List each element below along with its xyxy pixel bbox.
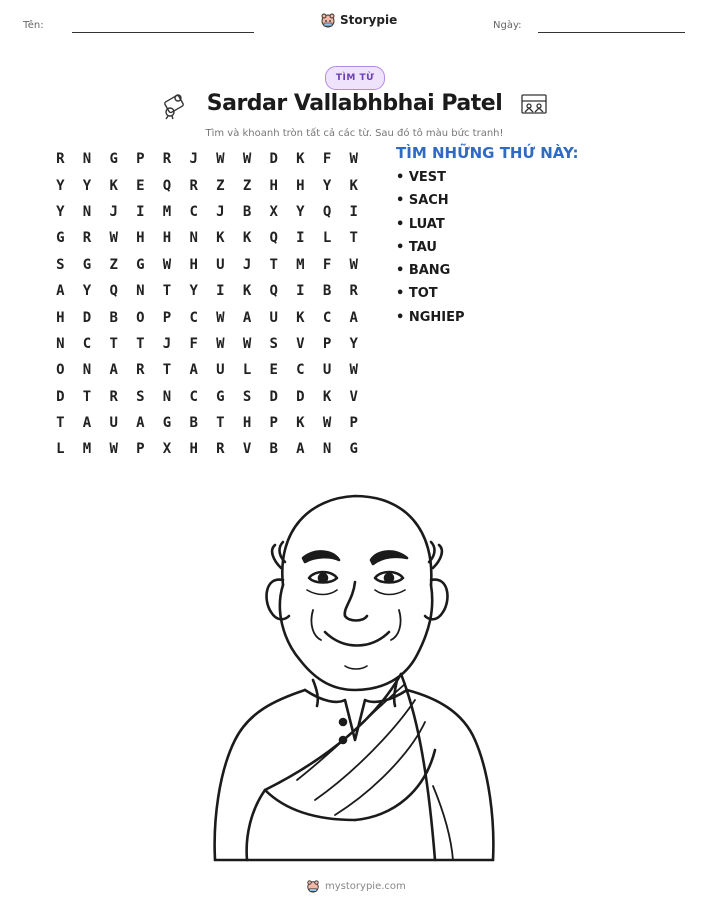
grid-letter: Q — [162, 177, 172, 194]
footer — [306, 879, 406, 893]
grid-letter: E — [269, 362, 278, 379]
grid-letter: H — [136, 230, 145, 247]
grid-letter: H — [56, 309, 65, 326]
grid-letter: K — [349, 177, 358, 194]
grid-letter: A — [242, 309, 252, 326]
grid-letter: R — [216, 441, 225, 458]
word-list-item: • TAU — [396, 239, 437, 255]
grid-letter: B — [322, 283, 332, 300]
portrait-illustration — [205, 490, 505, 865]
grid-letter: D — [269, 151, 278, 168]
grid-letter: I — [216, 283, 225, 300]
grid-row — [47, 357, 367, 383]
grid-letter: I — [349, 203, 358, 220]
grid-letter: H — [242, 415, 252, 432]
grid-letter: Y — [296, 203, 305, 220]
grid-letter: W — [216, 335, 225, 352]
grid-letter: W — [242, 151, 252, 168]
grid-letter: A — [136, 415, 145, 432]
grid-letter: J — [109, 203, 118, 220]
date-label: Ngày: — [493, 20, 522, 31]
grid-letter: G — [56, 230, 65, 247]
grid-letter: Q — [109, 283, 118, 300]
grid-letter: W — [322, 415, 332, 432]
grid-letter: K — [296, 151, 305, 168]
grid-letter: K — [296, 415, 305, 432]
storypie-logo-icon — [306, 879, 320, 893]
word-list-item: • NGHIEP — [396, 309, 465, 325]
grid-letter: B — [109, 309, 118, 326]
word-search-badge: TÌM TỪ — [325, 66, 385, 90]
grid-letter: P — [136, 441, 145, 458]
grid-letter: T — [162, 283, 172, 300]
grid-letter: L — [322, 230, 332, 247]
grid-letter: Y — [56, 203, 65, 220]
grid-letter: B — [189, 415, 198, 432]
grid-row — [47, 278, 367, 304]
word-list-item: • SACH — [396, 193, 449, 209]
grid-letter: R — [349, 283, 358, 300]
classroom-icon — [520, 92, 548, 118]
grid-letter: N — [56, 335, 65, 352]
grid-letter: K — [322, 388, 332, 405]
grid-letter: A — [109, 362, 118, 379]
footer-url: mystorypie.com — [325, 880, 406, 892]
grid-letter: J — [242, 256, 252, 273]
grid-letter: N — [82, 362, 92, 379]
grid-row — [47, 172, 367, 198]
grid-letter: M — [82, 441, 92, 458]
grid-letter: W — [349, 151, 358, 168]
grid-letter: X — [269, 203, 278, 220]
grid-letter: Q — [269, 283, 278, 300]
grid-letter: W — [349, 256, 358, 273]
grid-letter: U — [322, 362, 332, 379]
grid-letter: N — [136, 283, 145, 300]
grid-letter: Y — [82, 283, 92, 300]
grid-letter: T — [216, 415, 225, 432]
grid-letter: G — [162, 415, 172, 432]
word-list-item: • LUAT — [396, 216, 445, 232]
grid-letter: V — [242, 441, 252, 458]
grid-row — [47, 384, 367, 410]
grid-letter: C — [189, 388, 198, 405]
grid-letter: C — [82, 335, 92, 352]
grid-letter: R — [82, 230, 92, 247]
grid-letter: N — [322, 441, 332, 458]
grid-letter: R — [189, 177, 198, 194]
grid-letter: C — [322, 309, 332, 326]
grid-letter: Y — [322, 177, 332, 194]
grid-letter: I — [296, 230, 305, 247]
date-line — [538, 32, 685, 33]
grid-letter: N — [189, 230, 198, 247]
grid-letter: I — [296, 283, 305, 300]
grid-letter: M — [296, 256, 305, 273]
grid-row — [47, 225, 367, 251]
grid-letter: S — [136, 388, 145, 405]
grid-letter: T — [162, 362, 172, 379]
grid-letter: G — [82, 256, 92, 273]
grid-letter: W — [349, 362, 358, 379]
grid-letter: L — [56, 441, 65, 458]
grid-letter: R — [162, 151, 172, 168]
grid-letter: W — [216, 151, 225, 168]
grid-letter: Y — [56, 177, 65, 194]
grid-letter: F — [322, 151, 332, 168]
grid-letter: W — [242, 335, 252, 352]
grid-letter: K — [216, 230, 225, 247]
grid-letter: Z — [109, 256, 118, 273]
grid-letter: R — [136, 362, 145, 379]
grid-letter: H — [162, 230, 172, 247]
grid-letter: E — [136, 177, 145, 194]
grid-letter: P — [269, 415, 278, 432]
grid-letter: A — [82, 415, 92, 432]
grid-letter: U — [269, 309, 278, 326]
grid-letter: X — [162, 441, 172, 458]
grid-letter: F — [189, 335, 198, 352]
grid-letter: K — [296, 309, 305, 326]
page-title: Sardar Vallabhbhai Patel — [206, 91, 503, 116]
grid-letter: G — [136, 256, 145, 273]
grid-letter: J — [189, 151, 198, 168]
grid-letter: K — [109, 177, 118, 194]
grid-letter: W — [162, 256, 172, 273]
grid-letter: P — [136, 151, 145, 168]
grid-row — [47, 304, 367, 330]
grid-letter: W — [109, 441, 118, 458]
grid-letter: C — [189, 203, 198, 220]
grid-letter: S — [56, 256, 65, 273]
grid-letter: B — [269, 441, 278, 458]
grid-letter: G — [349, 441, 358, 458]
grid-letter: Y — [189, 283, 198, 300]
grid-letter: N — [82, 203, 92, 220]
grid-letter: A — [296, 441, 305, 458]
grid-letter: M — [162, 203, 172, 220]
grid-letter: V — [349, 388, 358, 405]
word-list-heading: TÌM NHỮNG THỨ NÀY: — [396, 144, 579, 162]
grid-row — [47, 146, 367, 172]
grid-letter: D — [296, 388, 305, 405]
grid-letter: O — [136, 309, 145, 326]
grid-letter: A — [189, 362, 198, 379]
grid-letter: J — [216, 203, 225, 220]
grid-letter: K — [242, 283, 252, 300]
grid-letter: K — [242, 230, 252, 247]
grid-letter: R — [109, 388, 118, 405]
grid-letter: H — [296, 177, 305, 194]
grid-letter: T — [349, 230, 358, 247]
grid-letter: J — [162, 335, 172, 352]
word-list-item: • BANG — [396, 263, 451, 279]
letter-grid — [47, 146, 367, 463]
grid-letter: C — [189, 309, 198, 326]
grid-letter: B — [242, 203, 252, 220]
grid-letter: Y — [82, 177, 92, 194]
grid-letter: F — [322, 256, 332, 273]
grid-letter: C — [296, 362, 305, 379]
grid-letter: W — [216, 309, 225, 326]
name-label: Tên: — [23, 20, 44, 31]
grid-letter: T — [82, 388, 92, 405]
grid-letter: G — [216, 388, 225, 405]
grid-letter: A — [349, 309, 358, 326]
grid-letter: D — [82, 309, 92, 326]
name-line — [72, 32, 254, 33]
grid-letter: N — [82, 151, 92, 168]
grid-letter: R — [56, 151, 65, 168]
storypie-logo-icon — [320, 12, 336, 28]
grid-letter: A — [56, 283, 65, 300]
grid-row — [47, 252, 367, 278]
grid-letter: U — [216, 362, 225, 379]
grid-letter: H — [269, 177, 278, 194]
word-list-item: • TOT — [396, 286, 438, 302]
grid-letter: P — [162, 309, 172, 326]
grid-letter: T — [109, 335, 118, 352]
brand — [320, 12, 397, 28]
grid-letter: H — [189, 441, 198, 458]
grid-letter: V — [296, 335, 305, 352]
grid-row — [47, 199, 367, 225]
grid-letter: U — [109, 415, 118, 432]
grid-letter: S — [269, 335, 278, 352]
grid-letter: Z — [216, 177, 225, 194]
grid-letter: T — [269, 256, 278, 273]
grid-letter: T — [56, 415, 65, 432]
grid-letter: P — [322, 335, 332, 352]
word-list-item: • VEST — [396, 170, 447, 185]
grid-letter: Y — [349, 335, 358, 352]
grid-letter: I — [136, 203, 145, 220]
grid-row — [47, 436, 367, 462]
grid-letter: N — [162, 388, 172, 405]
grid-letter: D — [269, 388, 278, 405]
grid-letter: U — [216, 256, 225, 273]
grid-letter: Z — [242, 177, 252, 194]
grid-letter: O — [56, 362, 65, 379]
grid-letter: S — [242, 388, 252, 405]
grid-letter: W — [109, 230, 118, 247]
grid-letter: Q — [269, 230, 278, 247]
grid-letter: Q — [322, 203, 332, 220]
grid-letter: G — [109, 151, 118, 168]
grid-row — [47, 331, 367, 357]
instructions: Tìm và khoanh tròn tất cả các từ. Sau đó tô màu bức tranh! — [205, 128, 504, 139]
brand-name: Storypie — [340, 13, 398, 27]
grid-letter: L — [242, 362, 252, 379]
word-list — [396, 170, 465, 333]
grid-letter: H — [189, 256, 198, 273]
grid-letter: D — [56, 388, 65, 405]
grid-letter: P — [349, 415, 358, 432]
grid-letter: T — [136, 335, 145, 352]
grid-row — [47, 410, 367, 436]
